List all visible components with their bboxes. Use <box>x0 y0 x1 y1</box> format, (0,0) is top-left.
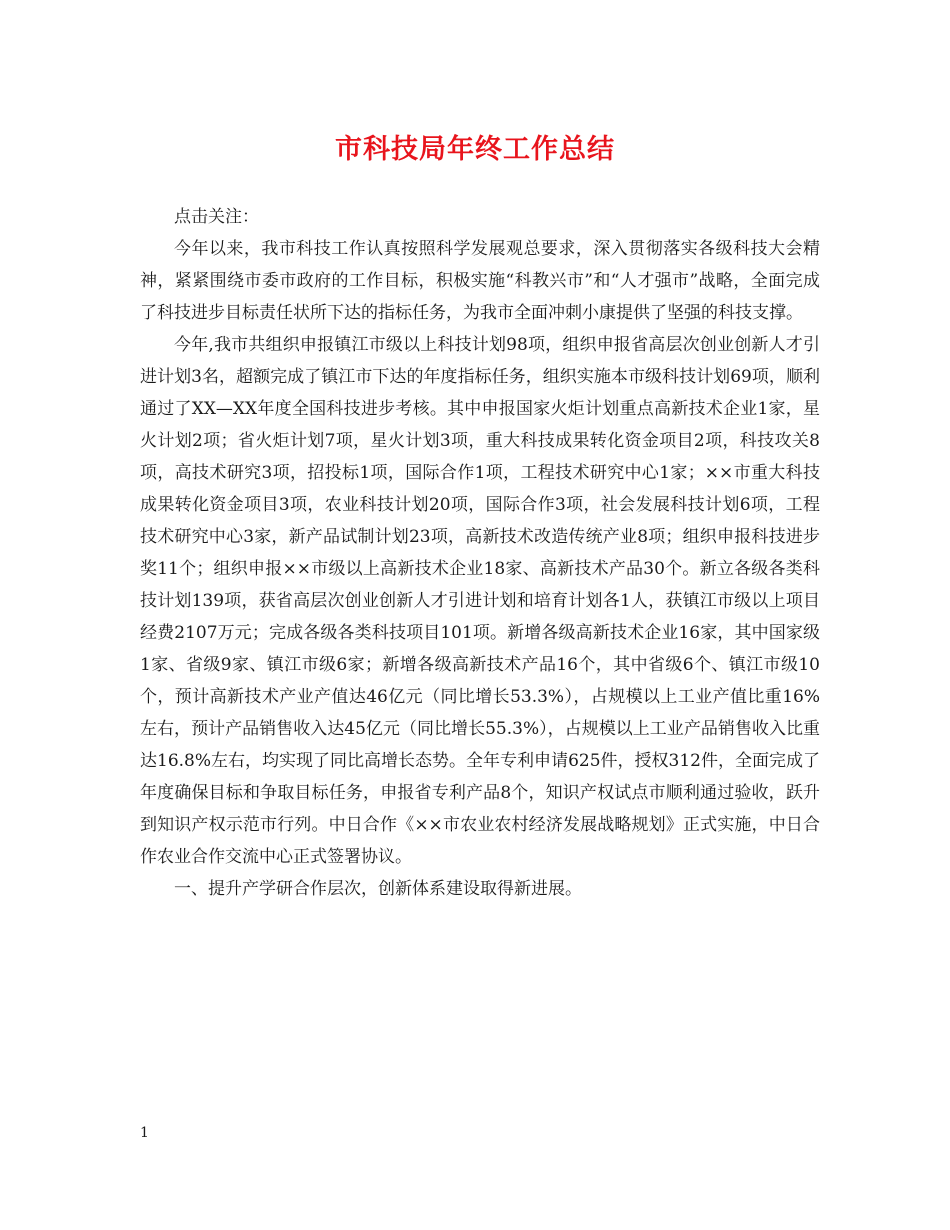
document-title: 市科技局年终工作总结 <box>335 134 615 165</box>
page-number: 1 <box>140 1125 149 1141</box>
intro-paragraph: 今年以来，我市科技工作认真按照科学发展观总要求，深入贯彻落实各级科技大会精神，紧紧围绕市委市政府的工作目标，积极实施“科教兴市”和“人才强市”战略，全面完成了科技进步目标责任状所下达的指标任务，为我市全面冲刺小康提供了坚强的科技支撑。 <box>140 239 820 323</box>
document-body <box>140 201 820 905</box>
click-follow-note: 点击关注： <box>174 207 259 227</box>
section-heading-one: 一、提升产学研合作层次，创新体系建设取得新进展。 <box>174 879 582 899</box>
achievements-paragraph: 今年,我市共组织申报镇江市级以上科技计划98项，组织申报省高层次创业创新人才引进计划3名，超额完成了镇江市下达的年度指标任务，组织实施本市级科技计划69项，顺利通过了XX—XX年度全国科技进步考核。其中申报国家火炬计划重点高新技术企业1家，星火计划2项；省火炬计划7项，星火计划3项，重大科技成果转化资金项目2项，科技攻关8项，高技术研究3项，招投标1项，国际合作1项，工程技术研究中心1家；××市重大科技成果转化资金项目3项，农业科技计划20项，国际合作3项，社会发展科技计划6项，工程技术研究中心3家，新产品试制计划23项，高新技术改造传统产业8项；组织申报科技进步奖11个；组织申报××市级以上高新技术企业18家、高新技术产品30个。新立各级各类科技计划139项，获省高层次创业创新人才引进计划和培育计划各1人，获镇江市级以上项目经费2107万元；完成各级各类科技项目101项。新增各级高新技术企业16家，其中国家级1家、省级9家、镇江市级6家；新增各级高新技术产品16个，其中省级6个、镇江市级10个，预计高新技术产业产值达46亿元（同比增长53.3%），占规模以上工业产值比重16%左右，预计产品销售收入达45亿元（同比增长55.3%），占规模以上工业产品销售收入比重达16.8%左右，均实现了同比高增长态势。全年专利申请625件，授权312件，全面完成了年度确保目标和争取目标任务，申报省专利产品8个，知识产权试点市顺利通过验收，跃升到知识产权示范市行列。中日合作《××市农业农村经济发展战略规划》正式实施，中日合作农业合作交流中心正式签署协议。 <box>140 335 820 867</box>
